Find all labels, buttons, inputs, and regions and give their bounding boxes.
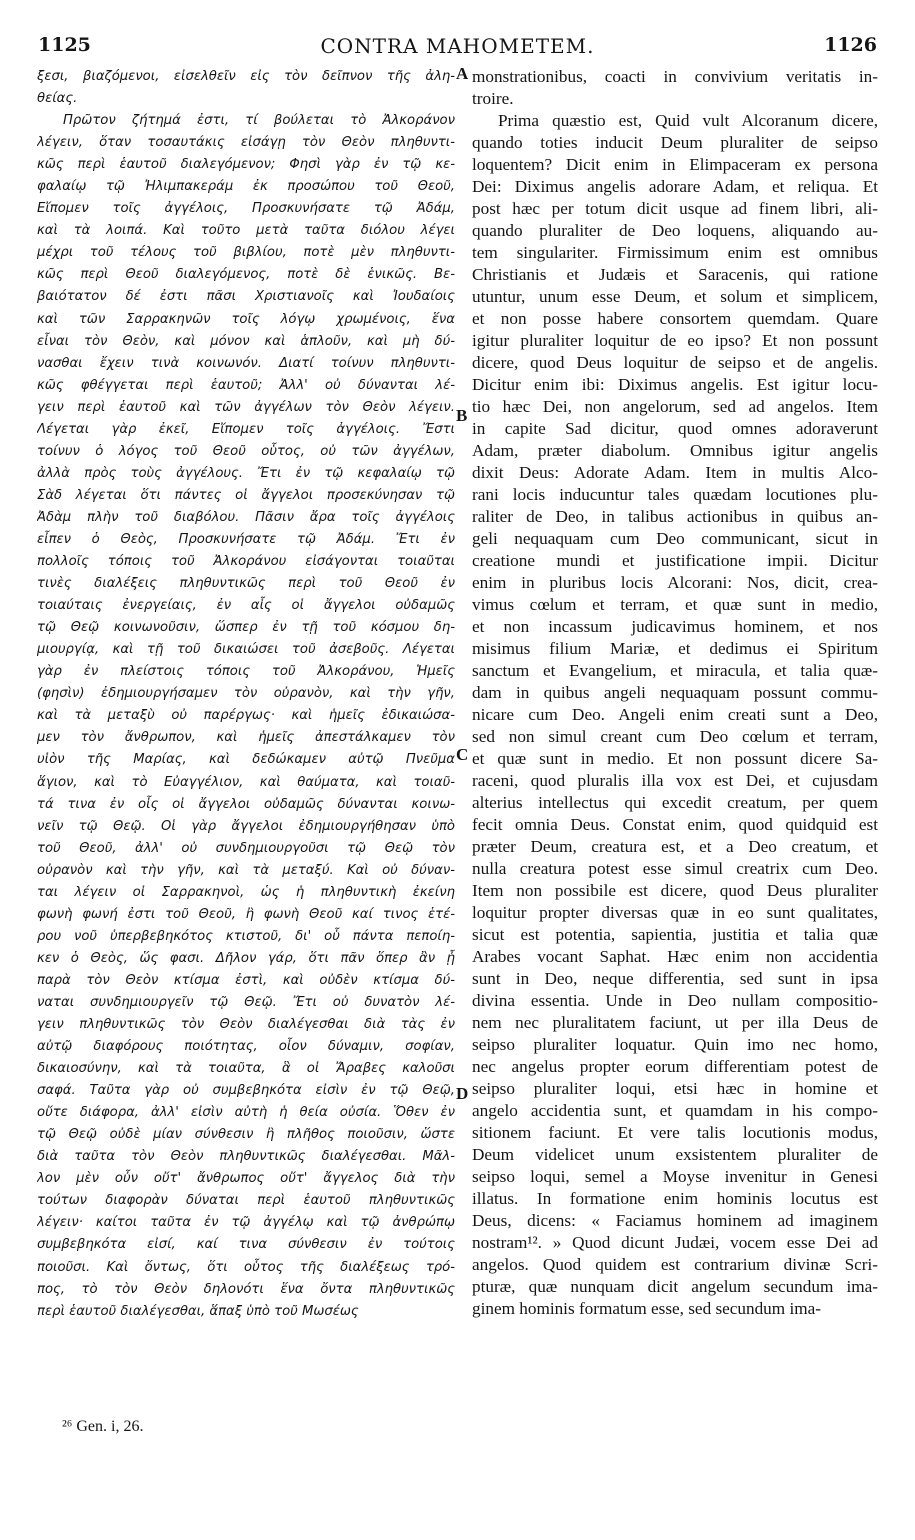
text-line: dam in quibus angeli nequaquam possunt commu- xyxy=(472,683,878,702)
text-line: Ἀδὰμ πλὴν τοῦ διαβόλου. Πᾶσιν ἄρα τοῖς ἀγγέλοις xyxy=(37,509,455,525)
text-line: quando pluraliter de Deo loquens, aliquando au- xyxy=(472,221,878,240)
text-line: post hæc per totum dicit usque ad finem libri, ali- xyxy=(472,199,878,218)
text-line: et non incassum judicavimus hominem, et nos xyxy=(472,617,878,636)
text-line: alterius intellectus qui excedit creatum, per quem xyxy=(472,793,878,812)
text-line: præter Deum, creatura est, et a Deo creatum, et xyxy=(472,837,878,856)
text-line: Dei: Diximus angelis adorare Adam, et reliqua. Et xyxy=(472,177,878,196)
text-line: monstrationibus, coacti in convivium veritatis in- xyxy=(472,67,878,86)
text-line: Deum videlicet unum exsistentem pluraliter de xyxy=(472,1145,878,1164)
text-line: θείας. xyxy=(37,91,78,107)
text-line: οὔτε διάφορα, ἀλλ' εἰσὶν αὐτὴ ἡ θεία οὐσία. Ὅθεν ἐν xyxy=(37,1105,455,1121)
text-line: νεῖν τῷ Θεῷ. Οἱ γὰρ ἄγγελοι ἐδημιουργήθησαν ὑπὸ xyxy=(37,818,455,834)
text-line: σαφά. Ταῦτα γὰρ οὐ συμβεβηκότα εἰσὶν ἐν τῷ Θεῷ, xyxy=(37,1083,455,1099)
text-line: Dicitur enim ibi: Diximus angelis. Est igitur locu- xyxy=(472,375,878,394)
text-line: τά τινα ἐν οἷς οἱ ἄγγελοι οὐδαμῶς δύνανται κοινω- xyxy=(37,796,455,812)
text-line: εἶναι τὸν Θεὸν, καὶ μόνον καὶ ἁπλοῦν, καὶ μὴ δύ- xyxy=(37,333,455,349)
text-line: ναται συνδημιουργεῖν τῷ Θεῷ. Ἔτι οὐ δυνατὸν λέ- xyxy=(37,994,455,1010)
text-line: sanctum et Evangelium, et miracula, et talia quæ- xyxy=(472,661,878,680)
text-line: λέγειν· καίτοι ταῦτα ἐν τῷ ἀγγέλῳ καὶ τῷ ἀνθρώπῳ xyxy=(37,1215,455,1231)
text-line: υἱὸν τῆς Μαρίας, καὶ δεδώκαμεν αὐτῷ Πνεῦμα xyxy=(37,752,455,768)
text-line: fecit omnia Deus. Constat enim, quod quidquid est xyxy=(472,815,878,834)
text-line: γειν πληθυντικῶς τὸν Θεὸν διαλέγεσθαι διὰ τὰς ἐν xyxy=(37,1017,455,1033)
text-line: δικαιοσύνην, καὶ τὰ τοιαῦτα, ἃ οἱ Ἄραβες καλοῦσι xyxy=(37,1061,455,1077)
text-line: διὰ ταῦτα τὸν Θεὸν πληθυντικῶς διαλέγεσθαι. Μᾶλ- xyxy=(37,1149,455,1165)
text-line: ἀλλὰ πρὸς τοὺς ἀγγέλους. Ἔτι ἐν τῷ κεφαλαίῳ τῷ xyxy=(37,465,455,481)
text-line: ginem hominis formatum esse, sed secundum ima- xyxy=(472,1299,821,1318)
greek-column xyxy=(37,66,455,1323)
text-line: angelo accidentia sunt, et quamdam in his compo- xyxy=(472,1101,878,1120)
text-line: creatione mundi et justificatione impii. Dicitur xyxy=(472,551,878,570)
page-number-left: 1125 xyxy=(38,34,91,56)
text-line: τινὲς διαλέξεις πληθυντικῶς περὶ τοῦ Θεοῦ ἐν xyxy=(37,576,455,592)
text-line: nem nec pluralitatem faciunt, ut per illa Deus de xyxy=(472,1013,878,1032)
text-line: (φησὶν) ἐδημιουργήσαμεν τὸν οὐρανὸν, καὶ τὴν γῆν, xyxy=(37,686,455,702)
text-line: loquitur propter diversas quæ in eo sunt qualitates, xyxy=(472,903,878,922)
text-line: rani locis inducuntur tales quædam locutiones plu- xyxy=(472,485,878,504)
text-line: τοιαύταις ἐνεργείαις, ἐν αἷς οἱ ἄγγελοι οὐδαμῶς xyxy=(37,598,455,614)
text-line: γειν περὶ ἑαυτοῦ καὶ τῶν ἀγγέλων τὸν Θεὸν λέγειν. xyxy=(37,399,455,415)
text-line: sicut est potentia, sapientia, justitia et talia quæ xyxy=(472,925,878,944)
text-line: loquentem? Dicit enim in Elimpaceram ex persona xyxy=(472,155,878,174)
margin-marker-d: D xyxy=(456,1084,469,1103)
margin-marker-a: A xyxy=(456,64,469,83)
text-line: λέγειν, ὅταν τοσαυτάκις εἰσάγῃ τὸν Θεὸν πληθυντι- xyxy=(37,135,455,151)
page-number-right: 1126 xyxy=(824,34,877,56)
text-line: ξεσι, βιαζόμενοι, εἰσελθεῖν εἰς τὸν δεῖπνον τῆς ἀλη- xyxy=(37,69,455,84)
text-line: geli nequaquam cum Deo communicant, sicut in xyxy=(472,529,878,548)
text-line: sunt in Deo, neque differentia, sed sunt in ipsa xyxy=(472,969,878,988)
margin-marker-c: C xyxy=(456,745,469,764)
text-line: κῶς περὶ Θεοῦ διαλεγόμενος, ποτὲ δὲ ἑνικῶς. Βε- xyxy=(37,267,455,283)
text-line: Λέγεται γὰρ ἐκεῖ, Εἴπομεν τοῖς ἀγγέλοις. Ἔστι xyxy=(37,421,455,437)
text-line: nec angelus propter eorum differentiam potest de xyxy=(472,1057,878,1076)
text-line: quando toties inducit Deum pluraliter de seipso xyxy=(472,133,878,152)
text-line: καὶ τὰ λοιπά. Καὶ τοῦτο μετὰ ταῦτα διόλου λέγει xyxy=(37,223,455,239)
text-line: τῷ Θεῷ κοινωνοῦσιν, ὥσπερ ἐν τῇ τοῦ κόσμου δη- xyxy=(37,620,455,636)
text-line: ται λέγειν οἱ Σαρρακηνοὶ, ὡς ἡ πληθυντικὴ ἐκείνη xyxy=(37,884,455,900)
text-line: vimus cœlum et terram, et quæ sunt in medio, xyxy=(472,595,878,614)
text-line: πος, τὸ τὸν Θεὸν δηλονότι ἕνα ὄντα πληθυντικῶς xyxy=(37,1281,455,1297)
text-line: κῶς περὶ ἑαυτοῦ διαλεγόμενον; Φησὶ γὰρ ἐν τῷ κε- xyxy=(37,157,455,173)
text-line: φαλαίῳ τῷ Ἠλιμπακεράμ ἐκ προσώπου τοῦ Θεοῦ, xyxy=(37,179,455,195)
page-header xyxy=(0,34,915,64)
text-line: βαιότατον δέ ἐστι πᾶσι Χριστιανοῖς καὶ Ἰουδαίοις xyxy=(37,289,455,305)
text-line: et quæ sunt in medio. Et non possunt dicere Sa- xyxy=(472,749,878,768)
text-line: Εἴπομεν τοῖς ἀγγέλοις, Προσκυνήσατε τῷ Ἀδάμ, xyxy=(37,201,455,217)
text-line: φωνὴ φωνή ἐστι τοῦ Θεοῦ, ἢ φωνὴ Θεοῦ καί τινος ἑτέ- xyxy=(37,906,455,922)
text-line: συμβεβηκότα εἰσί, καί τινα σύνθεσιν ἐν τούτοις xyxy=(37,1237,455,1253)
text-line: pturæ, quæ nunquam dicit angelum secundum ima- xyxy=(472,1277,878,1296)
text-line: κεν ὁ Θεὸς, ὥς φασι. Δῆλον γάρ, ὅτι πᾶν ὅπερ ἂν ᾖ xyxy=(37,950,455,966)
running-title: CONTRA MAHOMETEM. xyxy=(320,34,595,58)
margin-marker-b: B xyxy=(456,406,468,425)
text-line: utuntur, unum esse Deum, et solum et simplicem, xyxy=(472,287,878,306)
text-line: Adam, præter diabolum. Omnibus igitur angelis xyxy=(472,441,878,460)
text-line: Prima quæstio est, Quid vult Alcoranum dicere, xyxy=(498,111,878,130)
text-line: Deus, dicens: « Faciamus hominem ad imaginem xyxy=(472,1211,878,1230)
text-line: Christianis et Judæis et Saracenis, qui ratione xyxy=(472,265,878,284)
text-line: περὶ ἑαυτοῦ διαλέγεσθαι, ἅπαξ ὑπὸ τοῦ Μωσέως xyxy=(37,1303,359,1319)
text-line: nicare cum Deo. Angeli enim creati sunt a Deo, xyxy=(472,705,878,724)
text-line: ρου νοῦ ὑπερβεβηκότος κτιστοῦ, δι' οὗ πάντα πεποίη- xyxy=(37,928,455,944)
text-line: nostram¹². » Quod dicunt Judæi, vocem esse Dei ad xyxy=(472,1233,878,1252)
text-line: troire. xyxy=(472,89,514,108)
text-line: dixit Deus: Adorate Adam. Item in multis Alco- xyxy=(472,463,878,482)
text-line: raliter de Deo, in talibus actionibus in quibus an- xyxy=(472,507,878,526)
text-line: tem singulariter. Firmissimum enim est omnibus xyxy=(472,243,878,262)
text-line: seipso loqui, semel a Moyse invenitur in Genesi xyxy=(472,1167,878,1186)
text-line: τῷ Θεῷ οὐδὲ μίαν σύνθεσιν ἢ πλῆθος ποιοῦσιν, ὥστε xyxy=(37,1127,455,1143)
text-line: Arabes vocant Saphat. Hæc enim non accidentia xyxy=(472,947,878,966)
text-line: enim in pluribus locis Alcorani: Nos, dicit, crea- xyxy=(472,573,878,592)
text-line: τούτων διαφορὰν δύναται περὶ ἑαυτοῦ πληθυντικῶς xyxy=(37,1193,455,1209)
text-line: νασθαι ἔχειν τινὰ κοινωνόν. Διατί τοίνυν πληθυντι- xyxy=(37,355,455,371)
text-line: et non posse habere consortem quemdam. Quare xyxy=(472,309,878,328)
text-line: μιουργίᾳ, καὶ τῇ τοῦ δικαιώσει τοῦ ἀσεβοῦς. Λέγεται xyxy=(37,642,455,658)
text-line: καὶ τὰ μεταξὺ οὐ παρέργως· καὶ ἡμεῖς ἐδικαιώσα- xyxy=(37,708,455,724)
text-line: οὐρανὸν καὶ τὴν γῆν, καὶ τὰ μεταξύ. Καὶ οὐ δύναν- xyxy=(37,862,455,878)
text-line: nulla creatura potest esse simul creatrix cum Deo. xyxy=(472,859,878,878)
text-line: Πρῶτον ζήτημά ἐστι, τί βούλεται τὸ Ἀλκοράνον xyxy=(63,113,455,129)
text-line: εἶπεν ὁ Θεὸς, Προσκυνήσατε τῷ Ἀδάμ. Ἔτι ἐν xyxy=(37,531,455,547)
text-line: μεν τὸν ἄνθρωπον, καὶ ἡμεῖς ἀπεστάλκαμεν τὸν xyxy=(37,730,455,746)
text-line: seipso pluraliter loqui, etsi hæc in homine et xyxy=(472,1079,878,1098)
text-line: sed non simul creant cum Deo cœlum et terram, xyxy=(472,727,878,746)
text-line: τοῦ Θεοῦ, ἀλλ' οὐ συνδημιουργοῦσι τῷ Θεῷ τὸν xyxy=(37,840,455,856)
text-line: κῶς φθέγγεται περὶ ἑαυτοῦ; Ἀλλ' οὐ δύνανται λέ- xyxy=(37,377,455,393)
text-line: πολλοῖς τόποις τοῦ Ἀλκοράνου εἰσάγονται τοιαῦται xyxy=(37,554,455,570)
text-line: raceni, quod pluralis illa vox est Dei, et cujusdam xyxy=(472,771,878,790)
text-line: illatus. In formatione enim hominis locutus est xyxy=(472,1189,878,1208)
text-line: ἅγιον, καὶ τὸ Εὐαγγέλιον, καὶ θαύματα, καὶ τοιαῦ- xyxy=(37,774,455,790)
text-line: angelos. Quod quidem est contrarium divinæ Scri- xyxy=(472,1255,878,1274)
text-line: παρὰ τὸν Θεὸν κτίσμα ἐστὶ, καὶ οὐδὲν κτίσμα δύ- xyxy=(37,972,455,988)
text-line: καὶ τῶν Σαρρακηνῶν τοῖς λόγῳ χρωμένοις, ἕνα xyxy=(37,311,455,327)
footnote: ²⁶ Gen. i, 26. xyxy=(62,1418,144,1435)
text-line: ποιοῦσι. Καὶ ὄντως, ὅτι οὗτος τῆς διαλέξεως τρό- xyxy=(37,1259,455,1275)
text-line: Item non possibile est dicere, quod Deus pluraliter xyxy=(472,881,878,900)
text-line: sitionem faciunt. Et vere talis locutionis modus, xyxy=(472,1123,878,1142)
text-line: misimus filium Mariæ, et dedimus ei Spiritum xyxy=(472,639,878,658)
text-line: λον μὲν οὖν οὔτ' ἄνθρωπος οὔτ' ἄγγελος διὰ τὴν xyxy=(37,1171,455,1187)
text-line: divina essentia. Unde in Deo nullam compositio- xyxy=(472,991,878,1010)
text-line: Σὰδ λέγεται ὅτι πάντες οἱ ἄγγελοι προσεκύνησαν τῷ xyxy=(37,487,455,503)
latin-column xyxy=(472,66,878,1320)
text-line: τοίνυν ὁ λόγος τοῦ Θεοῦ οὗτος, οὐ τῶν ἀγγέλων, xyxy=(37,443,455,459)
text-line: αὐτῷ διαφόρους ποιότητας, οἷον δύναμιν, σοφίαν, xyxy=(37,1039,455,1055)
text-line: μέχρι τοῦ τέλους τοῦ βιβλίου, ποτὲ μὲν πληθυντι- xyxy=(37,245,455,261)
text-line: igitur pluraliter loquitur de eo ipso? Et non possunt xyxy=(472,331,878,350)
text-line: in capite Sad dicitur, quod omnes adoraverunt xyxy=(472,419,878,438)
text-line: tio hæc Dei, non angelorum, sed ad angelos. Item xyxy=(472,397,878,416)
text-line: seipso pluraliter loquatur. Quin imo nec homo, xyxy=(472,1035,878,1054)
text-line: γὰρ ἐν πλείστοις τόποις τοῦ Ἀλκοράνου, Ἡμεῖς xyxy=(37,664,455,680)
text-line: dicere, quod Deus loquitur de seipso et de angelis. xyxy=(472,353,878,372)
